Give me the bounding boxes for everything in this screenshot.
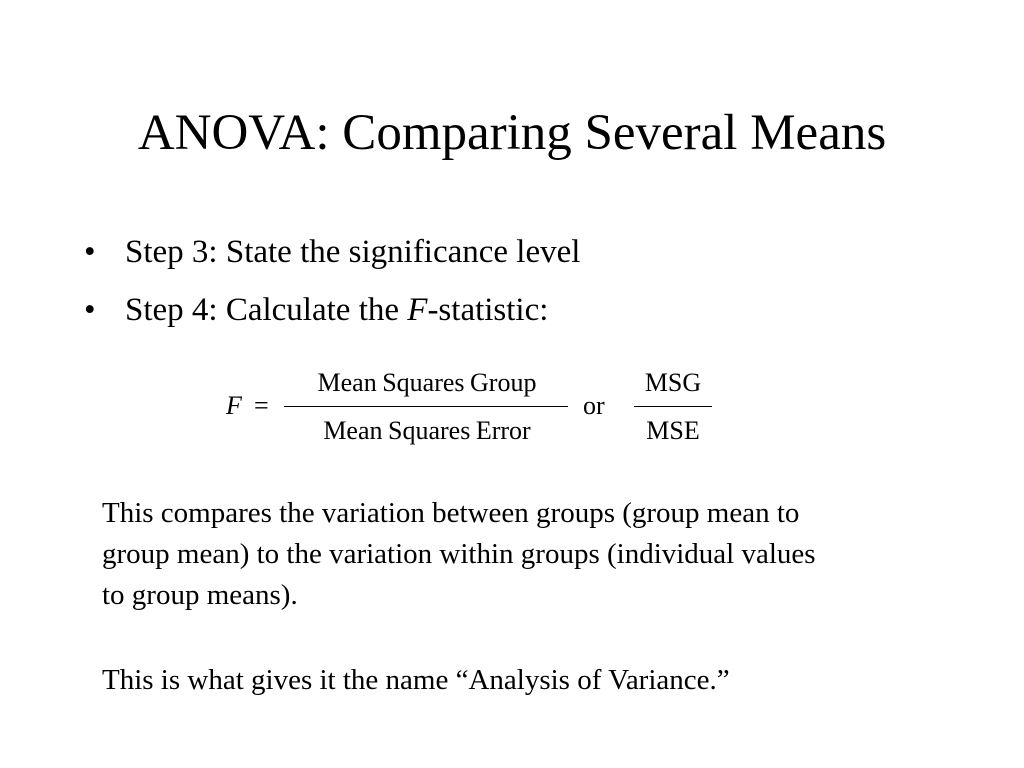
bullet-text-italic: F: [407, 292, 428, 328]
bullet-text-suffix: -statistic:: [427, 292, 549, 328]
formula-short-numerator: MSG: [644, 368, 702, 397]
formula-short-denominator: MSE: [646, 416, 700, 445]
formula-numerator: Mean Squares Group: [317, 368, 537, 397]
formula-short-fraction-bar: [634, 406, 712, 407]
slide-title: ANOVA: Comparing Several Means: [137, 105, 887, 161]
explanation-paragraph: This compares the variation between groups (group mean to group mean) to the variation within groups (individual values to group means).: [102, 497, 816, 611]
formula-equals-sign: =: [254, 391, 269, 420]
bullet-marker: •: [84, 292, 96, 328]
bullet-text-prefix: Step 3: State the significance level: [125, 234, 581, 270]
bullet-text-prefix: Step 4: Calculate the: [125, 292, 408, 328]
formula-connector: or: [583, 391, 605, 420]
formula-denominator: Mean Squares Error: [323, 416, 531, 445]
formula-fraction-bar: [284, 406, 568, 407]
anova-name-paragraph: This is what gives it the name “Analysis of Variance.”: [102, 664, 730, 696]
formula-variable: F: [226, 391, 242, 420]
bullet-marker: •: [84, 234, 96, 270]
